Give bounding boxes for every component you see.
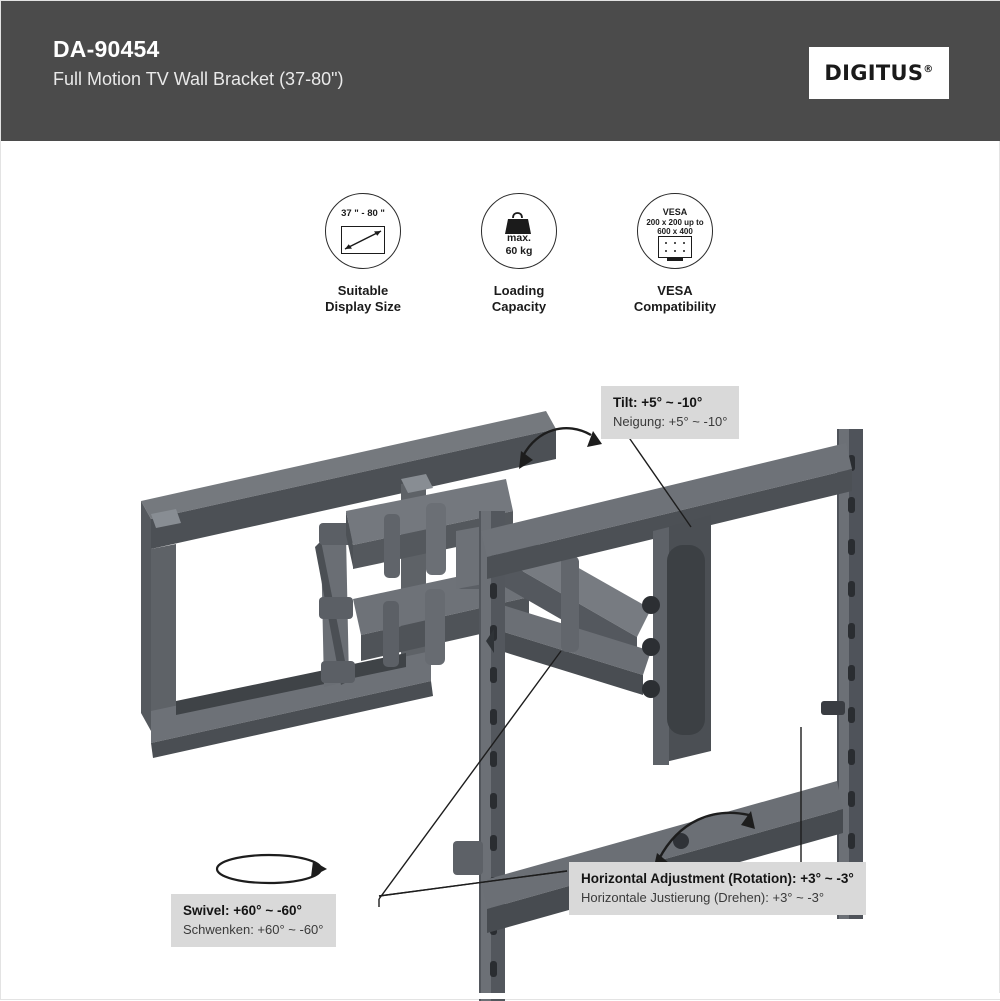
display-size-range-label: 37 " - 80 " (341, 208, 385, 219)
feature-loading-capacity (467, 193, 571, 315)
vesa-title: VESA (662, 207, 688, 217)
vesa-line2: 600 x 400 (657, 227, 693, 236)
vesa-hole-dot (683, 242, 685, 244)
callout-swivel (171, 894, 336, 947)
weight-value-label (482, 232, 556, 258)
feature-suitable-display-size (311, 193, 415, 315)
page-title: DA-90454 (53, 36, 160, 62)
brand-logo-text (824, 61, 933, 85)
product-subtitle: Full Motion TV Wall Bracket (37-80") (53, 69, 344, 89)
weight-line2: 60 kg (505, 245, 533, 257)
feature-caption-line1: Loading (493, 283, 545, 298)
registered-mark-icon: ® (923, 64, 934, 75)
callout-swivel-line2: Schwenken: +60° ~ -60° (183, 922, 324, 937)
feature-caption-line2: Capacity (491, 299, 547, 314)
vesa-plate-outline-icon (658, 236, 692, 258)
tv-mount-rail-right (821, 429, 863, 919)
tv-diagonal-icon (341, 226, 385, 254)
callout-horizontal-adjustment (569, 862, 866, 915)
page-footer (1, 993, 1000, 999)
vesa-stand-icon (667, 258, 683, 261)
callout-tilt (601, 386, 739, 439)
feature-caption (311, 283, 415, 315)
tv-size-icon (325, 193, 401, 269)
feature-caption-line2: Compatibility (633, 299, 717, 314)
header-title-block (53, 35, 343, 91)
feature-icon-row (311, 193, 727, 315)
brand-logo-label: DIGITUS (824, 61, 924, 85)
vesa-spec-label (638, 208, 712, 237)
feature-caption (467, 283, 571, 315)
vesa-plate-icon (637, 193, 713, 269)
swivel-arrow-icon (217, 855, 327, 883)
weight-line1: max. (507, 232, 531, 244)
feature-caption-line1: Suitable (337, 283, 389, 298)
callout-tilt-line2: Neigung: +5° ~ -10° (613, 414, 728, 429)
callout-swivel-line1: Swivel: +60° ~ -60° (183, 903, 302, 918)
feature-vesa-compatibility (623, 193, 727, 315)
page-header (1, 1, 1000, 141)
callout-tilt-line1: Tilt: +5° ~ -10° (613, 395, 703, 410)
brand-logo (809, 47, 949, 99)
vesa-hole-dot (665, 242, 667, 244)
vesa-hole-dot (683, 250, 685, 252)
feature-caption-line2: Display Size (325, 299, 401, 314)
vesa-hole-dot (665, 250, 667, 252)
feature-caption (623, 283, 727, 315)
feature-caption-line1: VESA (657, 283, 693, 298)
center-cover-plate (642, 515, 711, 765)
vesa-line1: 200 x 200 up to (646, 217, 704, 227)
weight-bag-icon (481, 193, 557, 269)
vesa-hole-dot (674, 242, 676, 244)
callout-horizontal-line1: Horizontal Adjustment (Rotation): +3° ~ -3° (581, 871, 854, 886)
callout-horizontal-line2: Horizontale Justierung (Drehen): +3° ~ -3° (581, 890, 825, 905)
vesa-hole-dot (674, 250, 676, 252)
